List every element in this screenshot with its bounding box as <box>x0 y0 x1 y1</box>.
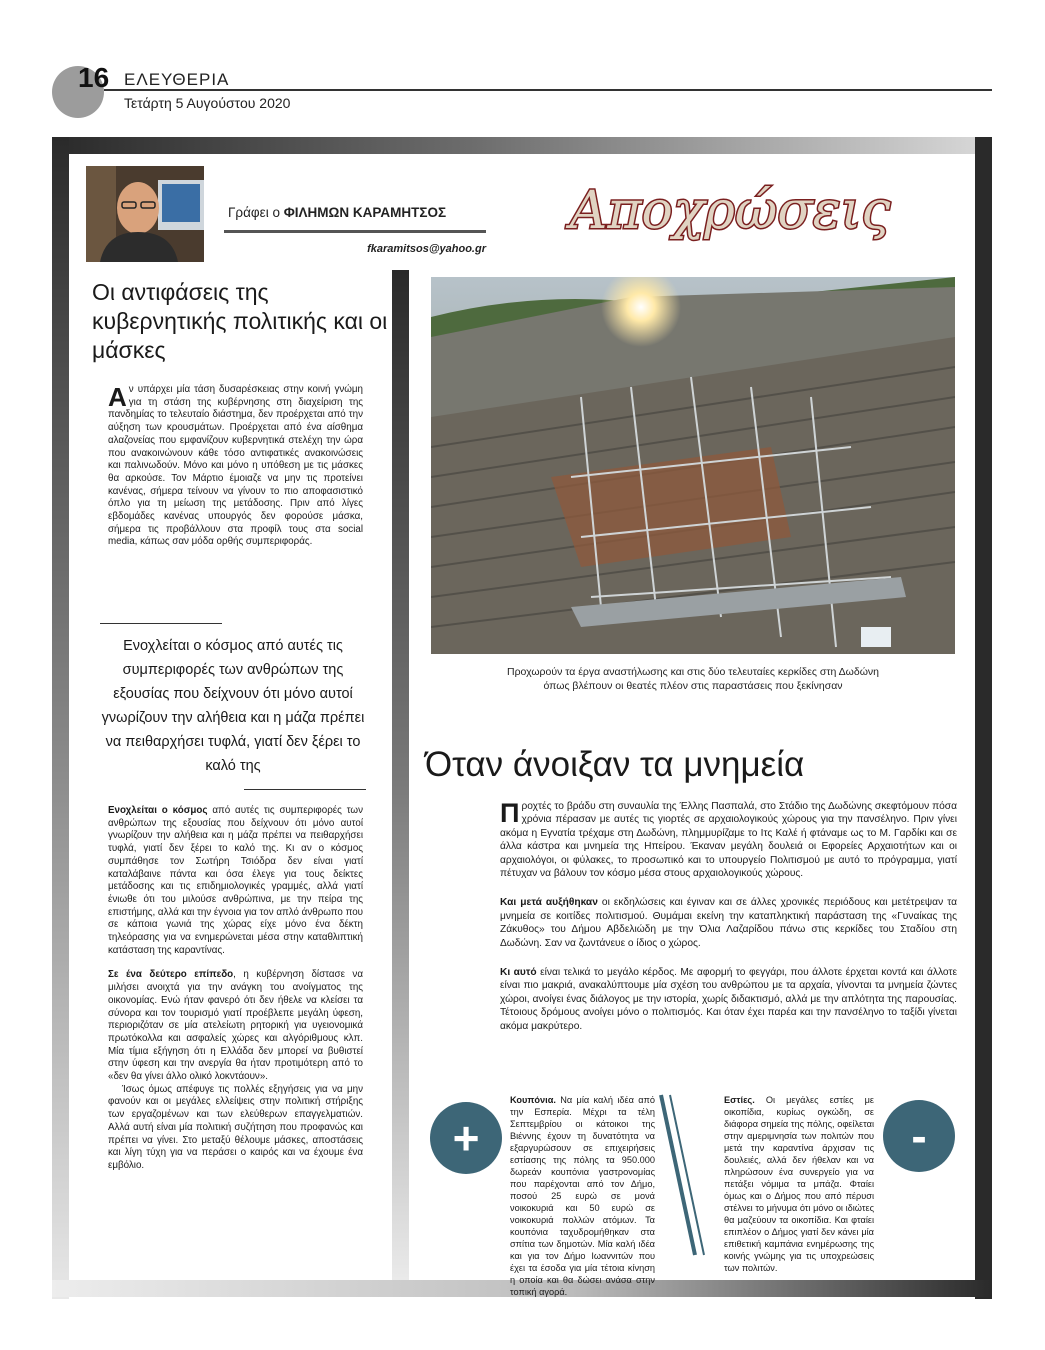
left-paragraph-2 <box>108 969 363 1083</box>
right-body <box>500 800 957 1045</box>
left-paragraph-1 <box>108 805 363 957</box>
photo-caption-line-1: Προχωρούν τα έργα αναστήλωσης και στις δύο τελευταίες κερκίδες στη Δωδώνη <box>506 666 879 678</box>
left-intro <box>108 384 363 549</box>
right-headline: Όταν άνοιξαν τα μνημεία <box>425 745 805 784</box>
column-logo <box>530 170 930 250</box>
right-p3-lead: Κι αυτό <box>500 967 537 979</box>
right-p2-lead: Και μετά αυξήθηκαν <box>500 897 598 909</box>
author-name: ΦΙΛΗΜΩΝ ΚΑΡΑΜΗΤΣΟΣ <box>283 205 447 220</box>
minus-lead: Εστίες. <box>724 1095 755 1105</box>
left-p1-lead: Ενοχλείται ο κόσμος <box>108 805 208 816</box>
page-number: 16 <box>78 62 110 93</box>
pullquote: Ενοχλείται ο κόσμος από αυτές τις συμπεριφορές των ανθρώπων της εξουσίας που δείχνουν ότι μόνο αυτοί γνωρίζουν την αλήθεια και η μάζα πρέπει να πειθαρχήσει τυφλά, γιατί δεν ξέρει το καλό της <box>101 638 365 774</box>
left-paragraph-3 <box>108 1084 363 1173</box>
right-p3-text: είναι τελικά το μεγάλο κέρδος. Με αφορμή το φεγγάρι, που άλλοτε έρχεται κοντά και άλλοτε είναι πιο μακριά, ανακαλύπτουμε μία σχέση του ανθρώπου με τα αρχαία, γίνονται τα μνημεία ζώντες χώροι, ανοίγει ένας διάλογος με την ιστορία, χωρίς διδακτισμό, αλλά με την απλότητα της παρουσίας. Τέτοιους δρόμους ανοίγει μόνο ο πολιτισμός. Και όταν έχει παρέα και την πανσέληνο το ταξίδι γίνεται ακόμα μακρύτερο. <box>500 967 957 1032</box>
plus-text-top <box>510 1094 655 1298</box>
left-intro-dropcap: Α <box>108 382 127 412</box>
photo-caption <box>431 665 955 693</box>
plus-icon: + <box>430 1102 502 1174</box>
newspaper-name: ΕΛΕΥΘΕΡΙΑ <box>124 70 230 89</box>
left-headline: Οι αντιφάσεις της κυβερνητικής πολιτικής και οι μάσκες <box>92 279 388 363</box>
photo-caption-line-2: όπως βλέπουν οι θεατές πλέον στις παραστάσεις που ξεκίνησαν <box>543 680 843 692</box>
byline <box>228 205 446 220</box>
right-paragraph-2 <box>500 896 957 950</box>
left-p1-text: από αυτές τις συμπεριφορές των ανθρώπων της εξουσίας που δείχνουν ότι μόνο αυτοί γνωρίζουν την αλήθεια και η μάζα πρέπει να πειθαρχήσει τυφλά, γιατί δεν ξέρει το καλό της. Κι αν ο κόσμος συμπάθησε τον Σωτήρη Τσιόδρα δεν είναι γιατί καταλάβαινε πάντα και όσα έλεγε για τους δείκτες μετάδοσης και τις επιδημιολογικές γραμμές, αλλά γιατί ένιωθε ότι του μιλούσε ανθρώπινα, με την πείρα της επιστήμης, αλλά και την έγνοια για τον απλό άνθρωπο που σε κάποια γωνιά της χώρας είχε μόνο ένα δέκτη τηλεόρασης για να ενημερώνεται μέσα στην καταθλιπτική κατάσταση της καραντίνας. <box>108 805 363 956</box>
right-paragraph-3 <box>500 966 957 1033</box>
left-body <box>108 805 363 1185</box>
column-divider <box>392 270 409 1280</box>
right-p2-text: οι εκδηλώσεις και έγιναν και σε άλλες χρονικές περιόδους και μετέτρεψαν τα μνημεία σε κοιτίδες πολιτισμού. Θυμάμαι εκείνη την καταπληκτική παράσταση της «Γυναίκας της Ζάκυθος» του Δήμου Αβδελιώδη με την Όλια Λαζαρίδου πάνω στις κερκίδες του Σταδίου στη Δωδώνη. Σαν να ζωντάνευε ο ίδιος ο χώρος. <box>500 897 957 949</box>
author-photo <box>86 166 204 262</box>
left-p3-text: Ίσως όμως απέφυγε τις πολλές εξηγήσεις για να μην φανούν και οι μεγάλες ελλείψεις στην πολιτική στήριξης των εργαζομένων και των ελεύθερων επαγγελματιών. Αλλά αυτή είναι μία πολιτική συζήτηση που προφανώς και πρέπει να γίνει. Στο μεταξύ θέλουμε μάσκες, αποστάσεις και λίγη τύχη για να περάσει ο καιρός και να έχουμε ένα εμβόλιο. <box>108 1083 363 1171</box>
pullquote-rule-bottom <box>244 789 366 790</box>
issue-date: Τετάρτη 5 Αυγούστου 2020 <box>124 95 291 111</box>
masthead-rule <box>104 89 992 91</box>
author-email[interactable]: fkaramitsos@yahoo.gr <box>367 243 486 255</box>
minus-icon: - <box>883 1100 955 1172</box>
pullquote-rule-top <box>100 623 222 624</box>
article-photo-dodona-theatre <box>431 277 955 654</box>
frame-top-bar <box>52 137 992 154</box>
right-paragraph-1 <box>500 800 957 880</box>
minus-text: Οι μεγάλες εστίες με οικοπίδια, κυρίως ογκώδη, σε διάφορα σημεία της πόλης, οφείλεται στην αμεριμνησία των πολιτών που μετά την καραντίνα άρχισαν τις δουλειές, αλλά δεν ήθελαν και να πληρώσουν ένα συνεργείο για να πετάξει νόμιμα τα μπάζα. Φταίει όμως και ο Δήμος που από πέρυσι στέλνει το μήνυμα ότι μόνο οι ιδιώτες θα μαζεύουν τα οικοπίδια. Και φταίει επιπλέον ο Δήμος γιατί δεν κάνει μία επιθετική καμπάνια ενημέρωσης της κοινής γνώμης για τις υποχρεώσεις των πολιτών. <box>724 1095 874 1273</box>
right-p1-text: ροχτές το βράδυ στη συναυλία της Έλλης Πασπαλά, στο Στάδιο της Δωδώνης σκεφτόμουν πόσα χρόνια πέρασαν με αυτές τις γιορτές σε αρχαιολογικούς χώρους για την πανσέληνο. Πριν γίνει ακόμα η Εγνατία τρέχαμε στη Δωδώνη, πλημμυρίζαμε το Ιτς Καλέ ή φτάναμε ως το Μ. Γαρδίκι και σε άλλα κάστρα και μνημεία της Ηπείρου. Έκαναν μεγάλη δουλειά οι Εφορείες Αρχαιοτήτων και οι αρχαιολόγοι, οι φύλακες, το προσωπικό και το υπουργείο Πολιτισμού με αυτό το πρόγραμμα, γιατί πέτυχαν να βάλουν τον κόσμο μέσα στους αρχαιολογικούς χώρους. <box>500 801 957 880</box>
byline-rule <box>224 230 486 233</box>
left-p2-lead: Σε ένα δεύτερο επίπεδο <box>108 969 234 981</box>
frame-right-bar <box>975 137 992 1299</box>
plus-lead: Κουπόνια. <box>510 1095 556 1105</box>
byline-prefix: Γράφει ο <box>228 205 280 220</box>
left-intro-text: ν υπάρχει μία τάση δυσαρέσκειας στην κοινή γνώμη για τη στάση της κυβέρνησης στη διαχείριση της πανδημίας το τελευταίο διάστημα, δεν προέρχεται από την αύξηση των κρουσμάτων. Προέρχεται από ένα αίσθημα αλαζονείας που εμφανίζουν κυβερνητικά στελέχη την ώρα που ανακοινώνουν κάθε τόσο αντιφατικές ανακοινώσεις και παλινωδούν. Μόνο και μόνο η υπόθεση με τις μάσκες θα αρκούσε. Τον Μάρτιο έμοιαζε να μην τις προτείνει κανένας, σήμερα τείνουν να γίνουν το πιο αποφασιστικό όπλο για τη μείωση της μετάδοσης. Πριν από λίγες εβδομάδες κανένας υπουργός δεν φορούσε μάσκα, σήμερα τις προβάλλουν στα προφίλ τους στα social media, κάπως σαν μόδα ορθής συμπεριφοράς. <box>108 384 363 548</box>
divider-slash <box>653 1090 708 1260</box>
left-p2-text: , η κυβέρνηση δίστασε να μιλήσει ανοιχτά για την ανάγκη του ανοίγματος της οικονομίας. Ενώ ήταν φανερό ότι δεν ήθελε να κλείσει τα σύνορα και τον τουρισμό γιατί προέβλεπε μεγάλη ύφεση, περιοριζόταν σε μία ατελείωτη ρητορική για υγειονομικά πρωτόκολλα και ασφαλείς χώρες και αλγόριθμους κλπ. Μία τίμια εξήγηση ότι η Ελλάδα δεν μπορεί να βυθιστεί στην ύφεση και την ανεργία θα ήταν προτιμότερη από το «δεν θα γίνει άλλο ολικό λοκντάουν». <box>108 969 363 1083</box>
frame-left-bar <box>52 137 69 1299</box>
right-p1-dropcap: Π <box>500 798 520 828</box>
minus-text-top <box>724 1094 874 1274</box>
column-logo-text: Αποχρώσεις <box>569 181 891 241</box>
plus-text: Να μία καλή ιδέα από την Εσπερία. Μέχρι τα τέλη Σεπτεμβρίου οι κάτοικοι της Βιέννης έχουν τη δυνατότητα να εξαργυρώσουν σε επιχειρήσεις εστίασης της πόλης τα 950.000 δωρεάν κουπόνια γαστρονομίας που παρέχονται από τον Δήμο, ποσού 25 ευρώ σε μονά νοικοκυριά και 50 ευρώ σε νοικοκυριά πολλών ατόμων. Τα κουπόνια ταχυδρομήθηκαν στα σπίτια των δημοτών. Μία καλή ιδέα και για τον Δήμο Ιωαννιτών που έχει τα έσοδα για μία τέτοια κίνηση η οποία και θα δώσει ανάσα στην τοπική αγορά. <box>510 1095 655 1297</box>
